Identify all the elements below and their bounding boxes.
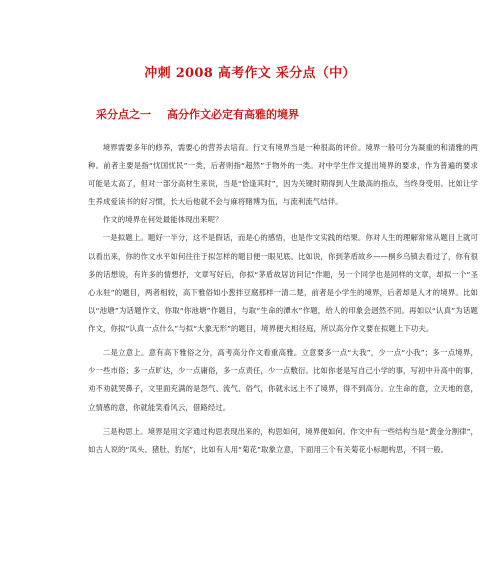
section-part-label: 采分点之一 — [96, 108, 151, 121]
section-heading-text: 高分作文必定有高雅的境界 — [167, 108, 299, 121]
paragraph-intro: 境界需要多年的修养，需要心的营养去培育。行文有境界当是一种很高的评价。境界一般可分为凝重的和清雅的两种。前者主要是指“忧国忧民”一类，后者则指“超然”于物外的一类。对中学生作文提出境界的要求，作为普遍的要求可能是太高了，但对一部分高材生来说，当是“恰逢其时”，因为关键时期得到人生最高的指点，当终身受用。比如让学生养成爱读书的好习惯，长大后他就不会与麻将赌博为伍，与流利流气结伴。 — [88, 143, 478, 207]
paragraph-title-point: 一是拟题上。题好一半分，这不是假话，而是心的感悟，也是作文实践的结果。你对人生的理解常常从题目上就可以看出来，你的作文水平如何往往于拟怎样的题目便一眼见底。比如说，你到茅盾故乡——桐乡乌镇去看过了，你有很多的话想说，有许多的情想抒，文章写好后，你拟“茅盾故居访问记”作题，另一个同学也是同样的文章，却拟一个“圣心永驻”的题目，两者相较，高下雅俗如小葱拌豆腐那样一清二楚，前者是小学生的境界，后者却是人才的境界。比如以“池塘”为话题作文，你取“你池塘”作题目，与取“生命的潭水”作题，给人的印象会迥然不同。再如以“认真”为话题作文，你拟“认真一点什么”与拟“大象无形”的题目，境界便大相径庭，所以高分作文要在拟题上下功夫。 — [88, 233, 478, 333]
paragraph-idea-point: 二是立意上。意有高下雅俗之分，高考高分作文看重高雅。立意要多一点“大我”，少一点“小我”；多一点境界，少一些市俗；多一点旷达，少一点庸俗，多一点责任，少一点敷衍。比如你老是写自己小学的事，写初中升高中的事，劝不劝就哭鼻子，文里面充满的是怨气、流气、俗气，你就永远上不了境界，得不到高分。立生命的意，立天地的意，立情感的意，你就能笑看风云，借路经过。 — [88, 348, 478, 412]
section-heading — [96, 106, 299, 122]
article-body — [88, 139, 478, 459]
page-title: 冲刺 2008 高考作文 采分点（中） — [144, 66, 356, 81]
paragraph-question: 作文的境界在何处最能体现出来呢？ — [102, 215, 223, 225]
paragraph-structure-point: 三是构思上。境界是用文字通过构思表现出来的，构思如何，境界便如何。作文中有一些结构当是“黄金分割律”，如古人说的“凤头、猪肚、豹尾”，比如有人用“菊花”取象立意，下面用三个有关菊花小标题构思，不同一般。 — [88, 426, 478, 454]
